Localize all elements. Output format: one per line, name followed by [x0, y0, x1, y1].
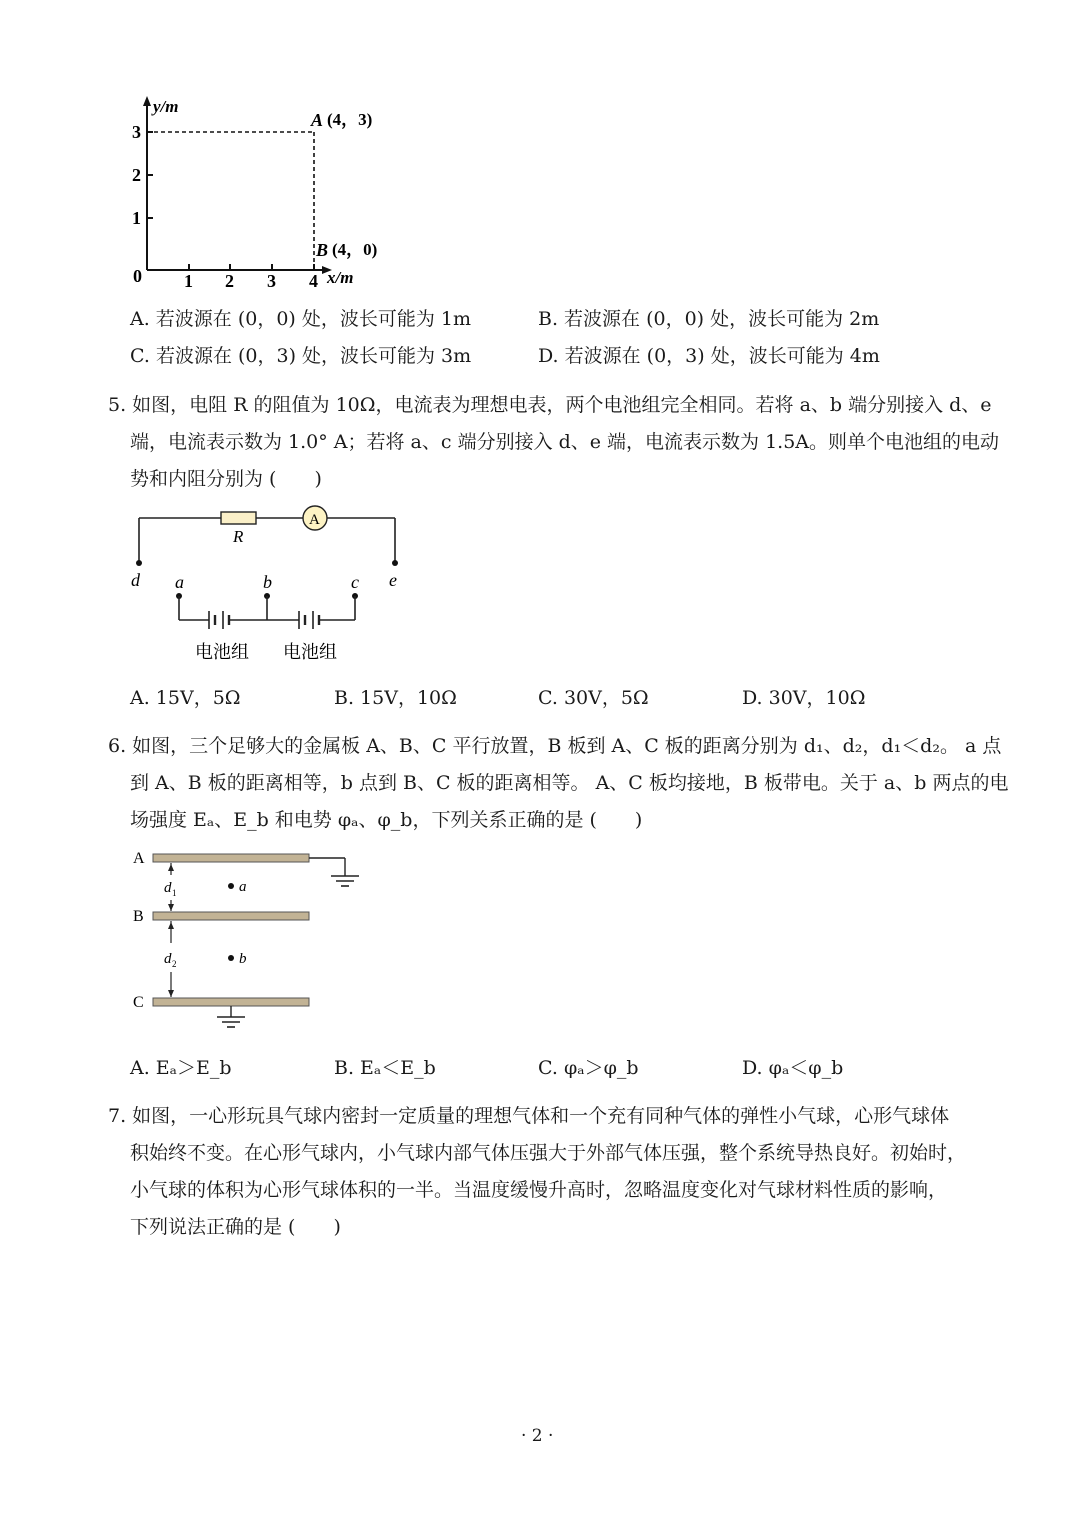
point-b-coords: (4，0) — [332, 240, 378, 259]
q5-text-line-1: 5. 如图，电阻 R 的阻值为 10Ω，电流表为理想电表，两个电池组完全相同。若将 a、b 端分别接入 d、e — [108, 394, 992, 416]
plate-c — [153, 998, 309, 1006]
q6-text-line-2: 到 A、B 板的距离相等，b 点到 B、C 板的距离相等。 A、C 板均接地，B 板带电。关于 a、b 两点的电 — [130, 772, 1009, 794]
x-tick-3: 3 — [267, 271, 276, 290]
q7-text-line-2: 积始终不变。在心形气球内，小气球内部气体压强大于外部气体压强，整个系统导热良好。初始时， — [130, 1142, 967, 1164]
q6-text-line-1: 6. 如图，三个足够大的金属板 A、B、C 平行放置，B 板到 A、C 板的距离分别为 d₁、d₂，d₁＜d₂。 a 点 — [108, 735, 1002, 757]
y-tick-2: 2 — [132, 165, 141, 185]
q5-text-line-3: 势和内阻分别为 ( ) — [130, 468, 322, 490]
x-tick-4: 4 — [309, 271, 318, 290]
battery-1-label: 电池组 — [195, 642, 249, 662]
page-number: · 2 · — [521, 1426, 554, 1446]
q6-text-line-3: 场强度 Eₐ、E_b 和电势 φₐ、φ_b，下列关系正确的是 ( ) — [130, 809, 643, 831]
y-axis-label: y/m — [153, 97, 179, 116]
point-a-label: a — [239, 879, 247, 895]
q7-text-line-4: 下列说法正确的是 ( ) — [130, 1216, 341, 1238]
q5-option-d: D. 30V，10Ω — [742, 687, 866, 709]
q4-option-c: C. 若波源在 (0，3) 处，波长可能为 3m — [130, 345, 472, 367]
point-a-coords: (4，3) — [327, 110, 373, 129]
q5-text-line-2: 端，电流表示数为 1.0° A；若将 a、c 端分别接入 d、e 端，电流表示数为 1.5A。则单个电池组的电动 — [130, 431, 1000, 453]
point-b-label: B — [316, 240, 329, 260]
ground-icon-c — [217, 1017, 245, 1027]
plate-b-label: B — [133, 908, 144, 925]
q4-coordinate-graph — [120, 90, 400, 290]
q6-option-a: A. Eₐ＞E_b — [130, 1057, 232, 1079]
q6-option-c: C. φₐ＞φ_b — [538, 1057, 639, 1079]
ammeter-label: A — [309, 512, 320, 528]
plate-a — [153, 854, 309, 862]
d1-subscript: 1 — [172, 888, 177, 898]
q6-capacitor-plates-figure — [125, 845, 375, 1035]
d2-subscript: 2 — [172, 959, 177, 969]
terminal-e-label: e — [389, 570, 397, 590]
x-tick-2: 2 — [225, 271, 234, 290]
q4-option-d: D. 若波源在 (0，3) 处，波长可能为 4m — [538, 345, 880, 367]
x-axis-label: x/m — [327, 268, 354, 287]
resistor — [221, 512, 256, 524]
y-axis-arrow — [143, 96, 151, 106]
battery-2-label: 电池组 — [283, 642, 337, 662]
y-tick-1: 1 — [132, 208, 141, 228]
q6-option-b: B. Eₐ＜E_b — [334, 1057, 436, 1079]
point-b-label: b — [239, 951, 247, 967]
terminal-a-label: a — [175, 572, 184, 592]
origin-label: 0 — [133, 266, 142, 286]
q4-option-b: B. 若波源在 (0，0) 处，波长可能为 2m — [538, 308, 880, 330]
terminal-d-label: d — [131, 570, 140, 590]
q5-option-b: B. 15V，10Ω — [334, 687, 457, 709]
q7-text-line-1: 7. 如图，一心形玩具气球内密封一定质量的理想气体和一个充有同种气体的弹性小气球，心形气球体 — [108, 1105, 950, 1127]
plate-c-label: C — [133, 994, 144, 1011]
q6-option-d: D. φₐ＜φ_b — [742, 1057, 844, 1079]
q5-option-a: A. 15V，5Ω — [130, 687, 241, 709]
q5-option-c: C. 30V，5Ω — [538, 687, 649, 709]
plate-a-label: A — [133, 850, 145, 867]
d2-label: d — [164, 951, 172, 967]
resistor-label: R — [233, 527, 244, 546]
y-tick-3: 3 — [132, 122, 141, 142]
q4-option-a: A. 若波源在 (0，0) 处，波长可能为 1m — [130, 308, 472, 330]
terminal-c-label: c — [351, 572, 359, 592]
ground-icon-a — [331, 876, 359, 886]
point-b-dot — [228, 955, 234, 961]
q5-circuit-diagram — [125, 500, 415, 670]
terminal-b-label: b — [263, 572, 272, 592]
plate-b — [153, 912, 309, 920]
point-a-dot — [228, 883, 234, 889]
point-a-label: A — [311, 110, 324, 130]
q7-text-line-3: 小气球的体积为心形气球体积的一半。当温度缓慢升高时，忽略温度变化对气球材料性质的影响， — [130, 1179, 948, 1201]
d1-label: d — [164, 880, 172, 896]
x-tick-1: 1 — [184, 271, 193, 290]
